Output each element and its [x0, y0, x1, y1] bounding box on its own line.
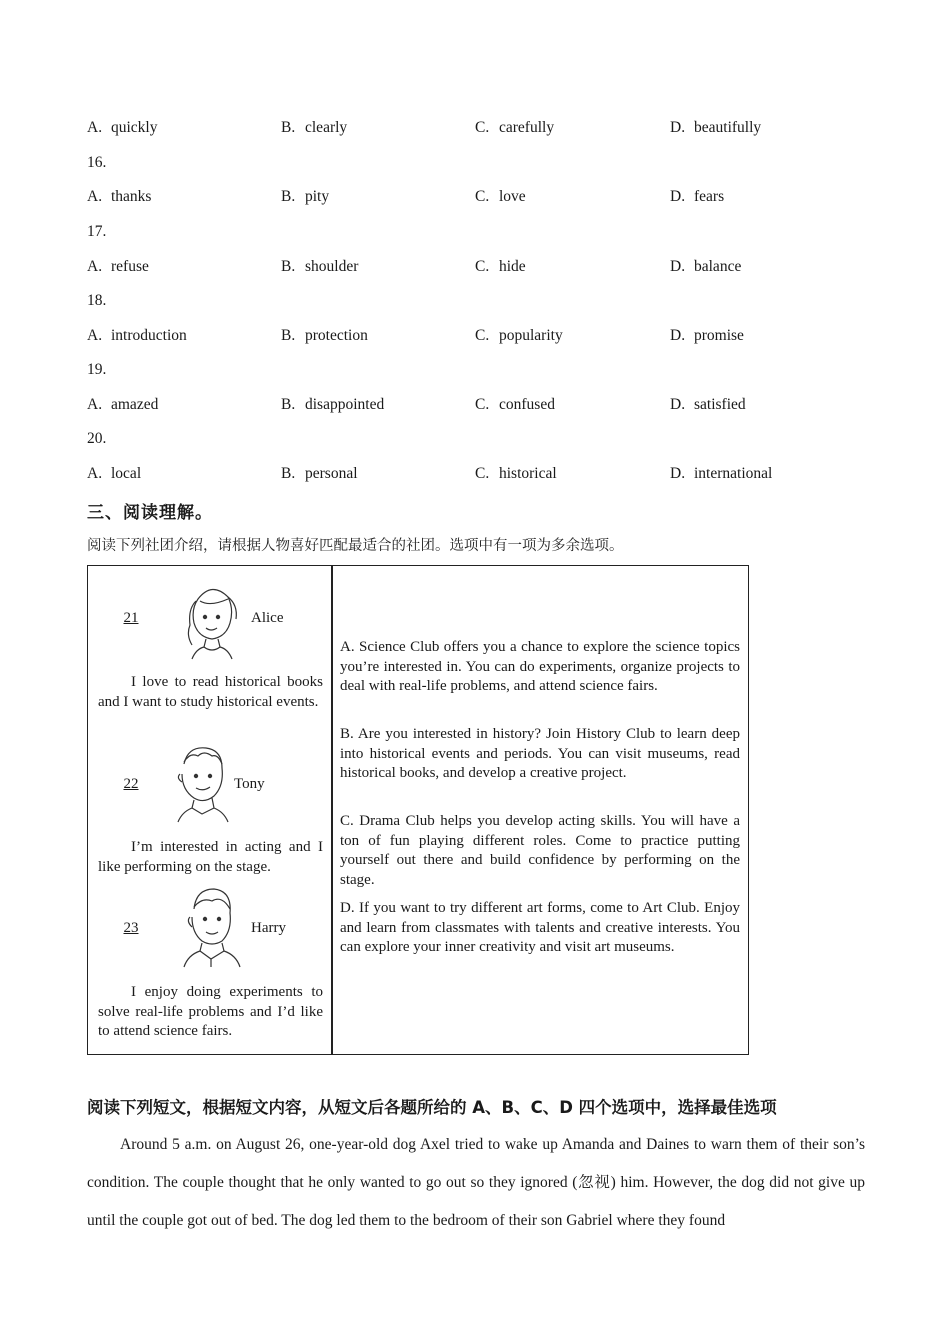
option-c: C. love [475, 188, 526, 205]
option-d: D. satisfied [670, 396, 746, 413]
person-description: I enjoy doing experiments to solve real-life problems and I’d like to attend science fairs. [98, 984, 323, 1039]
option-d: D. international [670, 465, 773, 482]
option-c: C. hide [475, 258, 526, 275]
option-b: B. personal [281, 465, 358, 482]
person-tony [98, 742, 323, 822]
option-a: A. quickly [87, 119, 158, 136]
boy-avatar-icon [178, 885, 244, 969]
options-row-17 [0, 258, 950, 282]
girl-avatar-icon [176, 579, 248, 661]
person-harry [98, 885, 323, 969]
options-row-19 [0, 396, 950, 420]
answer-blank[interactable]: 21 [123, 610, 139, 626]
question-number: 16. [87, 154, 107, 171]
option-a: A. refuse [87, 258, 149, 275]
option-b: B. clearly [281, 119, 348, 136]
option-c: C. popularity [475, 327, 563, 344]
club-option-c: C. Drama Club helps you develop acting skills. You will have a ton of fun playing different roles. Come to practice putting yourself out there and build confidence by performing on the stage. [340, 813, 740, 888]
option-c: C. historical [475, 465, 557, 482]
answer-blank[interactable]: 22 [123, 776, 139, 792]
option-b: B. shoulder [281, 258, 359, 275]
option-a: A. local [87, 465, 142, 482]
question-number: 20. [87, 430, 107, 447]
options-row-18 [0, 327, 950, 351]
option-a: A. amazed [87, 396, 159, 413]
option-d: D. promise [670, 327, 744, 344]
person-name: Harry [251, 920, 286, 936]
options-row-15 [0, 119, 950, 143]
person-name: Tony [234, 776, 265, 792]
option-b: B. pity [281, 188, 330, 205]
passage-instruction: 阅读下列短文，根据短文内容，从短文后各题所给的 A、B、C、D 四个选项中，选择最佳选项 [87, 1098, 777, 1117]
option-a: A. thanks [87, 188, 152, 205]
matching-instruction: 阅读下列社团介绍，请根据人物喜好匹配最适合的社团。选项中有一项为多余选项。 [87, 538, 624, 554]
option-b: B. disappointed [281, 396, 385, 413]
option-b: B. protection [281, 327, 368, 344]
table-divider [331, 566, 333, 1054]
option-d: D. fears [670, 188, 725, 205]
boy-avatar-icon [168, 742, 234, 824]
options-row-16 [0, 188, 950, 212]
person-description: I love to read historical books and I want to study historical events. [98, 674, 323, 710]
club-option-a: A. Science Club offers you a chance to explore the science topics you’re interested in. You can do experiments, organize projects to deal with real-life problems, and attend science fairs. [340, 639, 740, 694]
option-c: C. confused [475, 396, 555, 413]
options-row-20 [0, 465, 950, 489]
club-matching-table [87, 565, 749, 1055]
option-c: C. carefully [475, 119, 555, 136]
reading-passage: Around 5 a.m. on August 26, one-year-old dog Axel tried to wake up Amanda and Daines to warn them of their son’s condition. The couple thought that he only wanted to go out so they ignored (忽视) him. However, the dog did not give up until the couple got out of bed. The dog led them to the bedroom of their son Gabriel where they found [87, 1136, 865, 1229]
question-number: 17. [87, 223, 107, 240]
club-option-d: D. If you want to try different art forms, come to Art Club. Enjoy and learn from classmates with talents and creative interests. You can explore your inner creativity and visit art museums. [340, 900, 740, 955]
option-d: D. beautifully [670, 119, 762, 136]
person-name: Alice [251, 610, 284, 626]
person-description: I’m interested in acting and I like performing on the stage. [98, 839, 323, 875]
answer-blank[interactable]: 23 [123, 920, 139, 936]
question-number: 18. [87, 292, 107, 309]
question-number: 19. [87, 361, 107, 378]
option-a: A. introduction [87, 327, 187, 344]
option-d: D. balance [670, 258, 742, 275]
club-option-b: B. Are you interested in history? Join History Club to learn deep into historical events and periods. You can visit museums, read historical books, and develop a creative project. [340, 726, 740, 781]
section-title: 三、阅读理解。 [87, 503, 213, 523]
person-alice [98, 579, 323, 659]
